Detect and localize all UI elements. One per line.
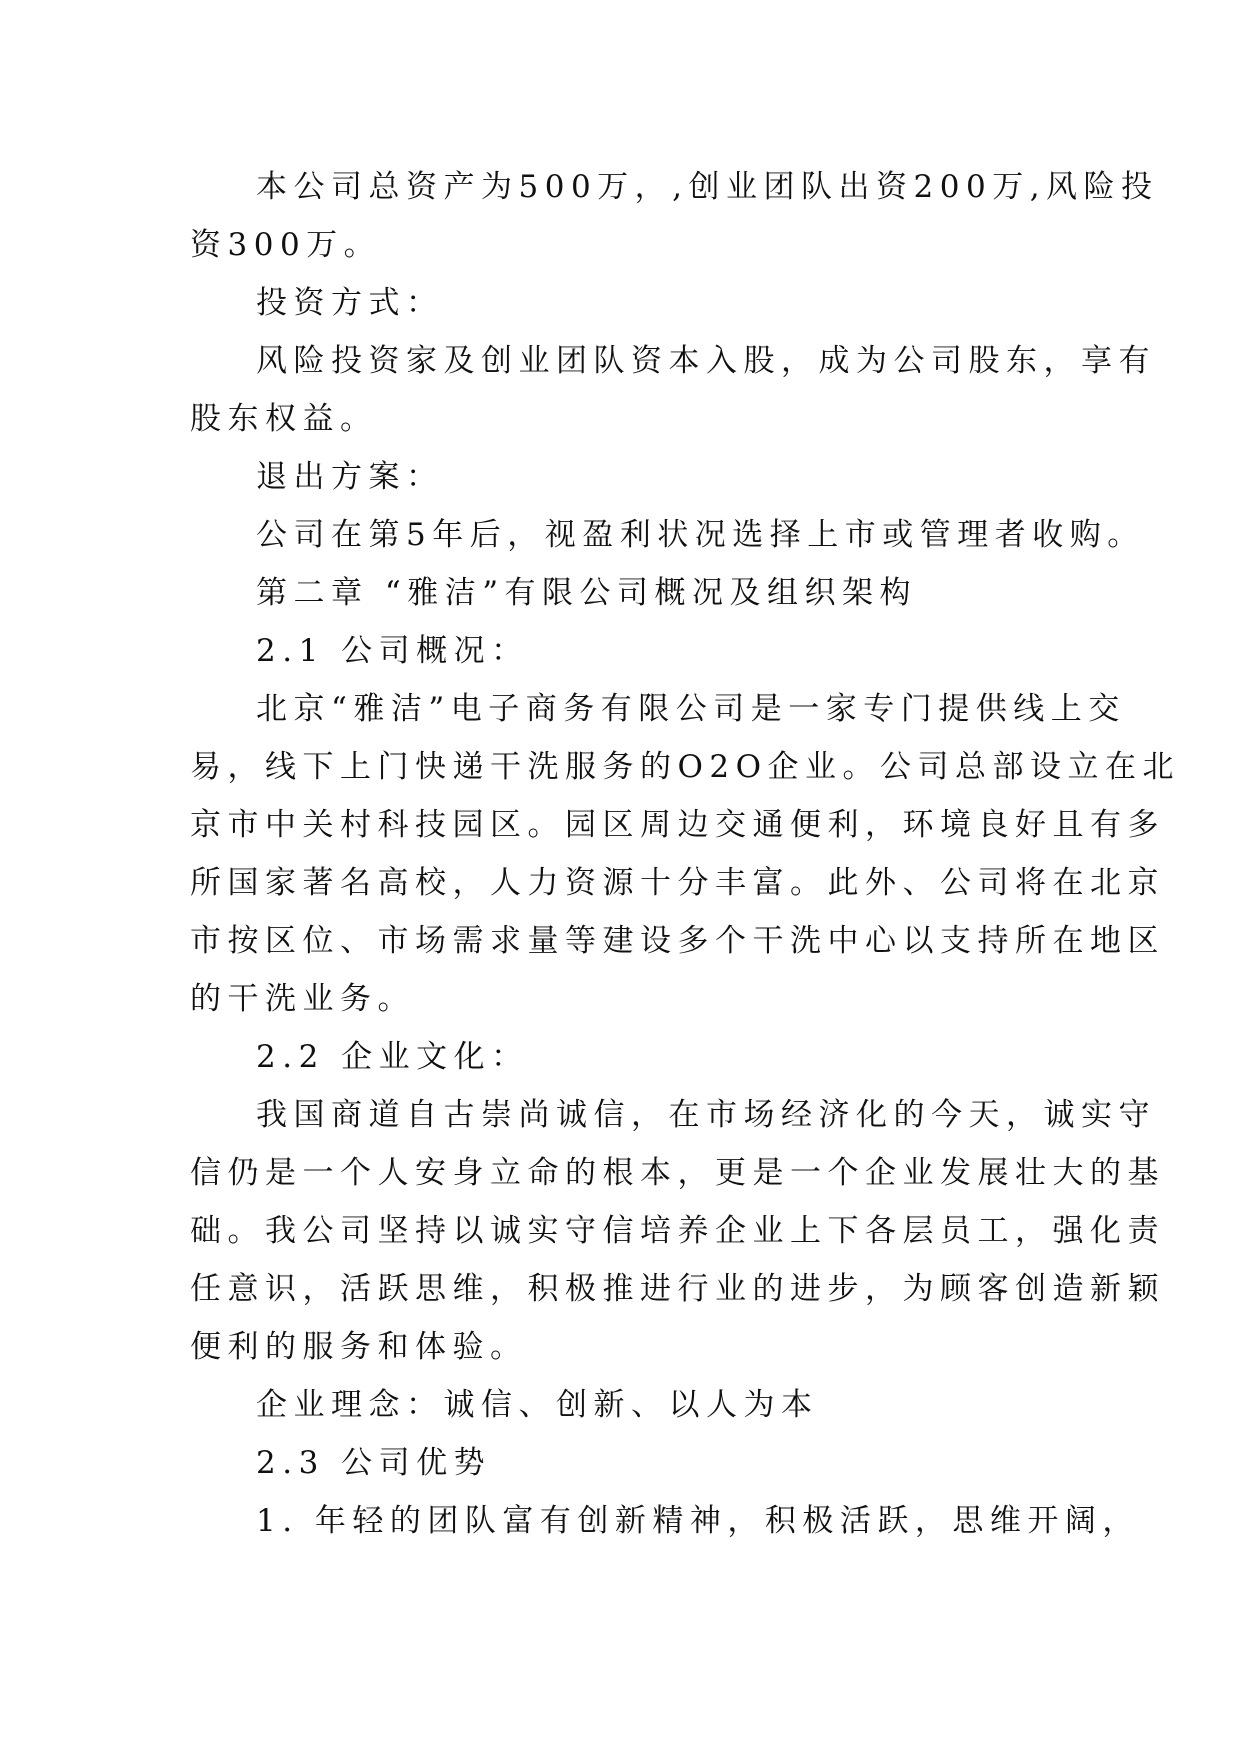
paragraph-line: 本公司总资产为500万，,创业团队出资200万,风险投	[256, 169, 1159, 205]
paragraph-line: 北京“雅洁”电子商务有限公司是一家专门提供线上交	[256, 691, 1126, 727]
section-heading: 2.3 公司优势	[256, 1445, 492, 1481]
paragraph-line: 所国家著名高校，人力资源十分丰富。此外、公司将在北京	[190, 865, 1165, 901]
chapter-heading: 第二章 “雅洁”有限公司概况及组织架构	[256, 575, 918, 611]
paragraph-line: 础。我公司坚持以诚实守信培养企业上下各层员工，强化责	[190, 1213, 1165, 1249]
list-item: 1. 年轻的团队富有创新精神，积极活跃，思维开阔，	[256, 1503, 1140, 1539]
paragraph-line: 市按区位、市场需求量等建设多个干洗中心以支持所在地区	[190, 923, 1165, 959]
section-heading: 2.2 企业文化：	[256, 1039, 529, 1075]
paragraph-line: 我国商道自古崇尚诚信，在市场经济化的今天，诚实守	[256, 1097, 1156, 1133]
paragraph-line: 京市中关村科技园区。园区周边交通便利，环境良好且有多	[190, 807, 1165, 843]
paragraph-line: 退出方案：	[256, 459, 444, 495]
paragraph-line: 便利的服务和体验。	[190, 1329, 528, 1365]
paragraph-line: 任意识，活跃思维，积极推进行业的进步，为顾客创造新颖	[190, 1271, 1165, 1307]
section-heading: 2.1 公司概况：	[256, 633, 529, 669]
paragraph-line: 易，线下上门快递干洗服务的O2O企业。公司总部设立在北	[190, 749, 1181, 785]
paragraph-line: 的干洗业务。	[190, 981, 415, 1017]
paragraph-line: 企业理念：诚信、创新、以人为本	[256, 1387, 819, 1423]
paragraph-line: 风险投资家及创业团队资本入股，成为公司股东，享有	[256, 343, 1156, 379]
paragraph-line: 资300万。	[190, 227, 382, 263]
paragraph-line: 股东权益。	[190, 401, 378, 437]
paragraph-line: 信仍是一个人安身立命的根本，更是一个企业发展壮大的基	[190, 1155, 1165, 1191]
paragraph-line: 公司在第5年后，视盈利状况选择上市或管理者收购。	[256, 517, 1145, 553]
paragraph-line: 投资方式：	[256, 285, 444, 321]
